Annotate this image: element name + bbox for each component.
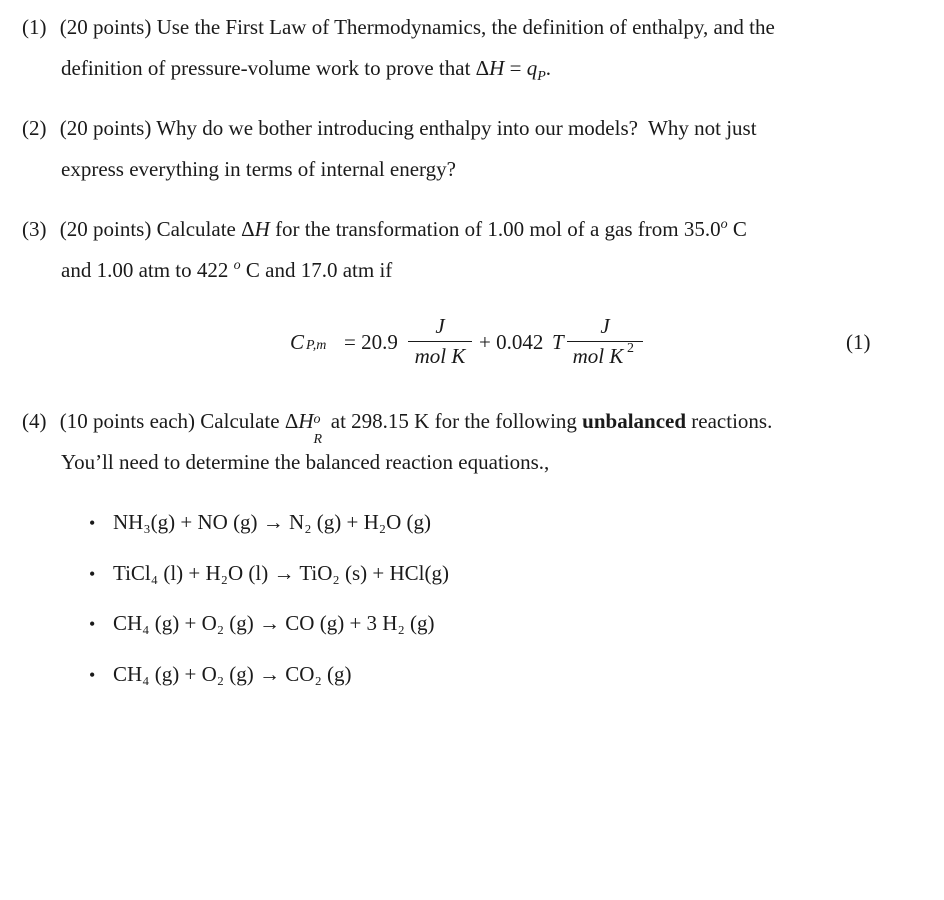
eq-frac2-num: J — [600, 314, 610, 338]
eq-c: C — [290, 330, 305, 354]
problem-3-line-1 — [22, 217, 747, 242]
problem-text: for the transformation of 1.00 mol of a gas from 35.0 — [269, 217, 721, 241]
problem-points: (20 points) — [59, 116, 152, 140]
problem-text: at 298.15 K for the following — [325, 409, 583, 433]
math-var: q — [526, 56, 538, 80]
problem-text: definition of pressure-volume work to prove that — [61, 56, 476, 80]
bullet: • — [89, 564, 96, 584]
bullet: • — [89, 614, 96, 634]
problem-points: (10 points each) — [59, 409, 196, 433]
problem-number: (2) — [22, 116, 47, 140]
math-var: H — [254, 217, 270, 241]
eq-frac2-den: mol K — [572, 344, 624, 368]
problem-1-line-2 — [61, 56, 551, 84]
problem-4-line-1 — [22, 409, 773, 447]
math-sub: R — [313, 432, 323, 447]
math-end: . — [545, 56, 551, 80]
math-delta: Δ — [241, 217, 255, 241]
eq-c-sub: P,m — [306, 338, 327, 353]
problem-2-line-1 — [22, 116, 757, 141]
problem-number: (1) — [22, 15, 47, 39]
problem-text: Why do we bother introducing enthalpy into our models? Why not just — [156, 116, 757, 140]
problem-4-line-2 — [61, 450, 549, 475]
reaction-item: NH₃(g) + NO (g) → N₂ (g) + H₂O (g) — [113, 510, 432, 534]
problem-points: (20 points) — [59, 15, 152, 39]
math-delta: Δ — [284, 409, 299, 433]
problem-points: (20 points) — [59, 217, 152, 241]
problem-number: (4) — [22, 409, 47, 433]
eq-t: T — [552, 330, 564, 354]
problem-text: C — [727, 217, 747, 241]
eq-frac2-den-sup: 2 — [627, 341, 634, 356]
problem-1-line-1 — [22, 15, 775, 40]
problem-2-line-2 — [61, 157, 456, 182]
degree-sup: o — [720, 217, 728, 232]
problem-text: Calculate — [200, 409, 285, 433]
math-sup: o — [313, 412, 321, 427]
bold-emphasis: unbalanced — [582, 409, 687, 433]
eq-plus: + 0.042 — [479, 330, 544, 354]
math-var: H — [489, 56, 505, 80]
eq-equals: = 20.9 — [344, 330, 398, 354]
eq-frac1-bar — [408, 341, 472, 342]
problem-text: C and 17.0 atm if — [240, 258, 393, 282]
math-eq: = — [504, 56, 527, 80]
eq-frac1-num: J — [435, 314, 445, 338]
bullet: • — [89, 513, 96, 533]
problem-text: and 1.00 atm to 422 — [61, 258, 234, 282]
math-sub: P — [537, 69, 546, 84]
eq-frac1-den: mol K — [414, 344, 466, 368]
degree-sup: o — [233, 258, 241, 273]
bullet: • — [89, 665, 96, 685]
reaction-item: TiCl₄ (l) + H₂O (l) → TiO₂ (s) + HCl(g) — [113, 561, 449, 585]
math-delta: Δ — [475, 56, 490, 80]
problem-number: (3) — [22, 217, 47, 241]
problem-3-line-2 — [61, 258, 392, 283]
problem-text: Calculate — [156, 217, 242, 241]
problem-text: express everything in terms of internal energy? — [61, 157, 456, 181]
problem-text: Use the First Law of Thermodynamics, the definition of enthalpy, and the — [156, 15, 775, 39]
math-var: H — [298, 409, 314, 433]
reaction-item: CH₄ (g) + O₂ (g) → CO₂ (g) — [113, 662, 352, 686]
equation-label: (1) — [846, 330, 871, 354]
problem-text: reactions. — [686, 409, 773, 433]
reaction-item: CH₄ (g) + O₂ (g) → CO (g) + 3 H₂ (g) — [113, 611, 435, 635]
problem-text: You’ll need to determine the balanced reaction equations., — [61, 450, 550, 474]
